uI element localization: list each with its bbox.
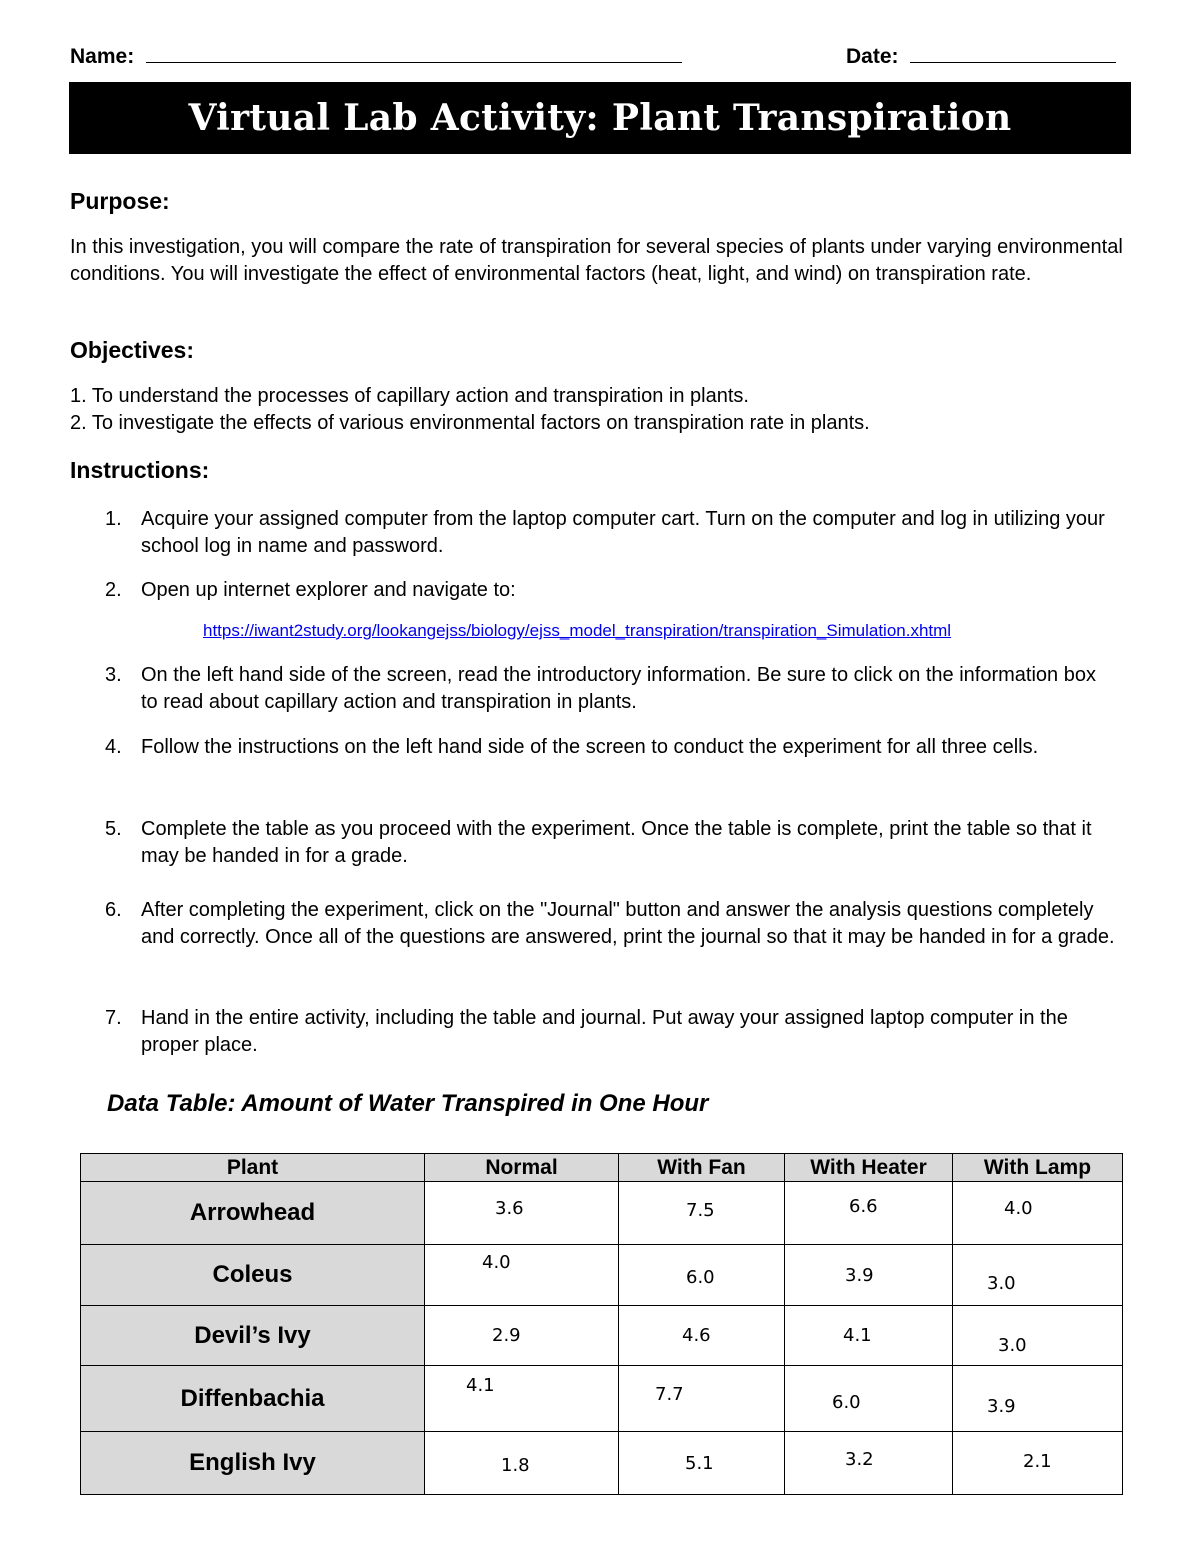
data-cell[interactable] [953,1182,1123,1245]
step-text: Follow the instructions on the left hand side of the screen to conduct the experiment for all three cells. [141,736,1039,758]
cell-value: 2.9 [492,1325,521,1346]
date-blank[interactable] [910,44,1116,63]
cell-value: 4.0 [482,1252,511,1273]
name-label: Name: [70,45,135,68]
title-banner [69,82,1131,154]
cell-value: 6.0 [832,1392,861,1413]
column-header-with-fan: With Fan [619,1154,785,1182]
plant-name: Diffenbachia [81,1366,425,1432]
instruction-step [105,577,1115,604]
step-text: After completing the experiment, click on the "Journal" button and answer the analysis questions completely and correctly. Once all of the questions are answered, print the journal so that it may be handed in for a grade. [141,899,1115,948]
data-cell[interactable] [619,1306,785,1366]
step-number: 5. [105,818,122,840]
step-number: 2. [105,579,122,601]
plant-name: Arrowhead [81,1182,425,1245]
data-cell[interactable] [619,1182,785,1245]
data-cell[interactable] [953,1432,1123,1495]
data-cell[interactable] [619,1366,785,1432]
table-row [81,1306,1123,1366]
cell-value: 4.0 [1004,1198,1033,1219]
cell-value: 4.6 [682,1325,711,1346]
step-number: 3. [105,664,122,686]
data-cell[interactable] [425,1245,619,1306]
name-field[interactable] [70,44,682,69]
data-cell[interactable] [425,1366,619,1432]
cell-value: 4.1 [466,1375,495,1396]
plant-name: Coleus [81,1245,425,1306]
column-header-with-lamp: With Lamp [953,1154,1123,1182]
table-row [81,1182,1123,1245]
data-cell[interactable] [425,1306,619,1366]
table-row [81,1245,1123,1306]
cell-value: 3.2 [845,1449,874,1470]
step-number: 7. [105,1007,122,1029]
plant-name: Devil’s Ivy [81,1306,425,1366]
instruction-step [105,662,1115,716]
table-row [81,1366,1123,1432]
objective-item: 1. To understand the processes of capillary action and transpiration in plants. [70,385,749,407]
instructions-heading: Instructions: [70,457,210,483]
data-cell[interactable] [785,1182,953,1245]
data-table-title: Data Table: Amount of Water Transpired in One Hour [107,1090,709,1117]
cell-value: 3.0 [987,1273,1016,1294]
instruction-step [105,1005,1115,1059]
instruction-step [105,734,1115,761]
name-blank[interactable] [146,44,682,63]
objective-item: 2. To investigate the effects of various environmental factors on transpiration rate in plants. [70,412,870,434]
purpose-heading: Purpose: [70,188,170,214]
step-number: 4. [105,736,122,758]
column-header-normal: Normal [425,1154,619,1182]
page-title: Virtual Lab Activity: Plant Transpiration [188,97,1012,139]
data-cell[interactable] [785,1432,953,1495]
cell-value: 6.6 [849,1196,878,1217]
cell-value: 3.9 [845,1265,874,1286]
purpose-text: In this investigation, you will compare the rate of transpiration for several species of plants under varying environmental conditions. You will investigate the effect of environmental factors (heat, light, and wind) on transpiration rate. [70,236,1123,285]
data-cell[interactable] [785,1306,953,1366]
data-cell[interactable] [425,1432,619,1495]
data-cell[interactable] [785,1366,953,1432]
date-field[interactable] [846,44,1116,69]
plant-name: English Ivy [81,1432,425,1495]
cell-value: 5.1 [685,1453,714,1474]
data-table [80,1153,1123,1495]
cell-value: 4.1 [843,1325,872,1346]
step-text: Hand in the entire activity, including the table and journal. Put away your assigned laptop computer in the proper place. [141,1007,1068,1056]
data-cell[interactable] [619,1432,785,1495]
instruction-step [105,897,1115,951]
table-header-row [81,1154,1123,1182]
column-header-plant: Plant [81,1154,425,1182]
objectives-heading: Objectives: [70,337,194,363]
step-number: 6. [105,899,122,921]
data-cell[interactable] [619,1245,785,1306]
data-cell[interactable] [953,1366,1123,1432]
step-number: 1. [105,508,122,530]
simulation-link[interactable]: https://iwant2study.org/lookangejss/biology/ejss_model_transpiration/transpiration_Simulation.xhtml [203,621,952,640]
data-cell[interactable] [953,1245,1123,1306]
step-text: Complete the table as you proceed with the experiment. Once the table is complete, print the table so that it may be handed in for a grade. [141,818,1092,867]
cell-value: 3.6 [495,1198,524,1219]
cell-value: 7.5 [686,1200,715,1221]
step-text: On the left hand side of the screen, read the introductory information. Be sure to click on the information box to read about capillary action and transpiration in plants. [141,664,1096,713]
data-cell[interactable] [785,1245,953,1306]
cell-value: 2.1 [1023,1451,1052,1472]
column-header-with-heater: With Heater [785,1154,953,1182]
cell-value: 6.0 [686,1267,715,1288]
cell-value: 7.7 [655,1384,684,1405]
cell-value: 3.0 [998,1335,1027,1356]
cell-value: 3.9 [987,1396,1016,1417]
cell-value: 1.8 [501,1455,530,1476]
instruction-step [105,816,1115,870]
instruction-step [105,506,1115,560]
data-cell[interactable] [953,1306,1123,1366]
data-cell[interactable] [425,1182,619,1245]
table-row [81,1432,1123,1495]
step-text: Acquire your assigned computer from the laptop computer cart. Turn on the computer and log in utilizing your school log in name and password. [141,508,1105,557]
date-label: Date: [846,45,899,68]
step-text: Open up internet explorer and navigate to: [141,579,516,601]
